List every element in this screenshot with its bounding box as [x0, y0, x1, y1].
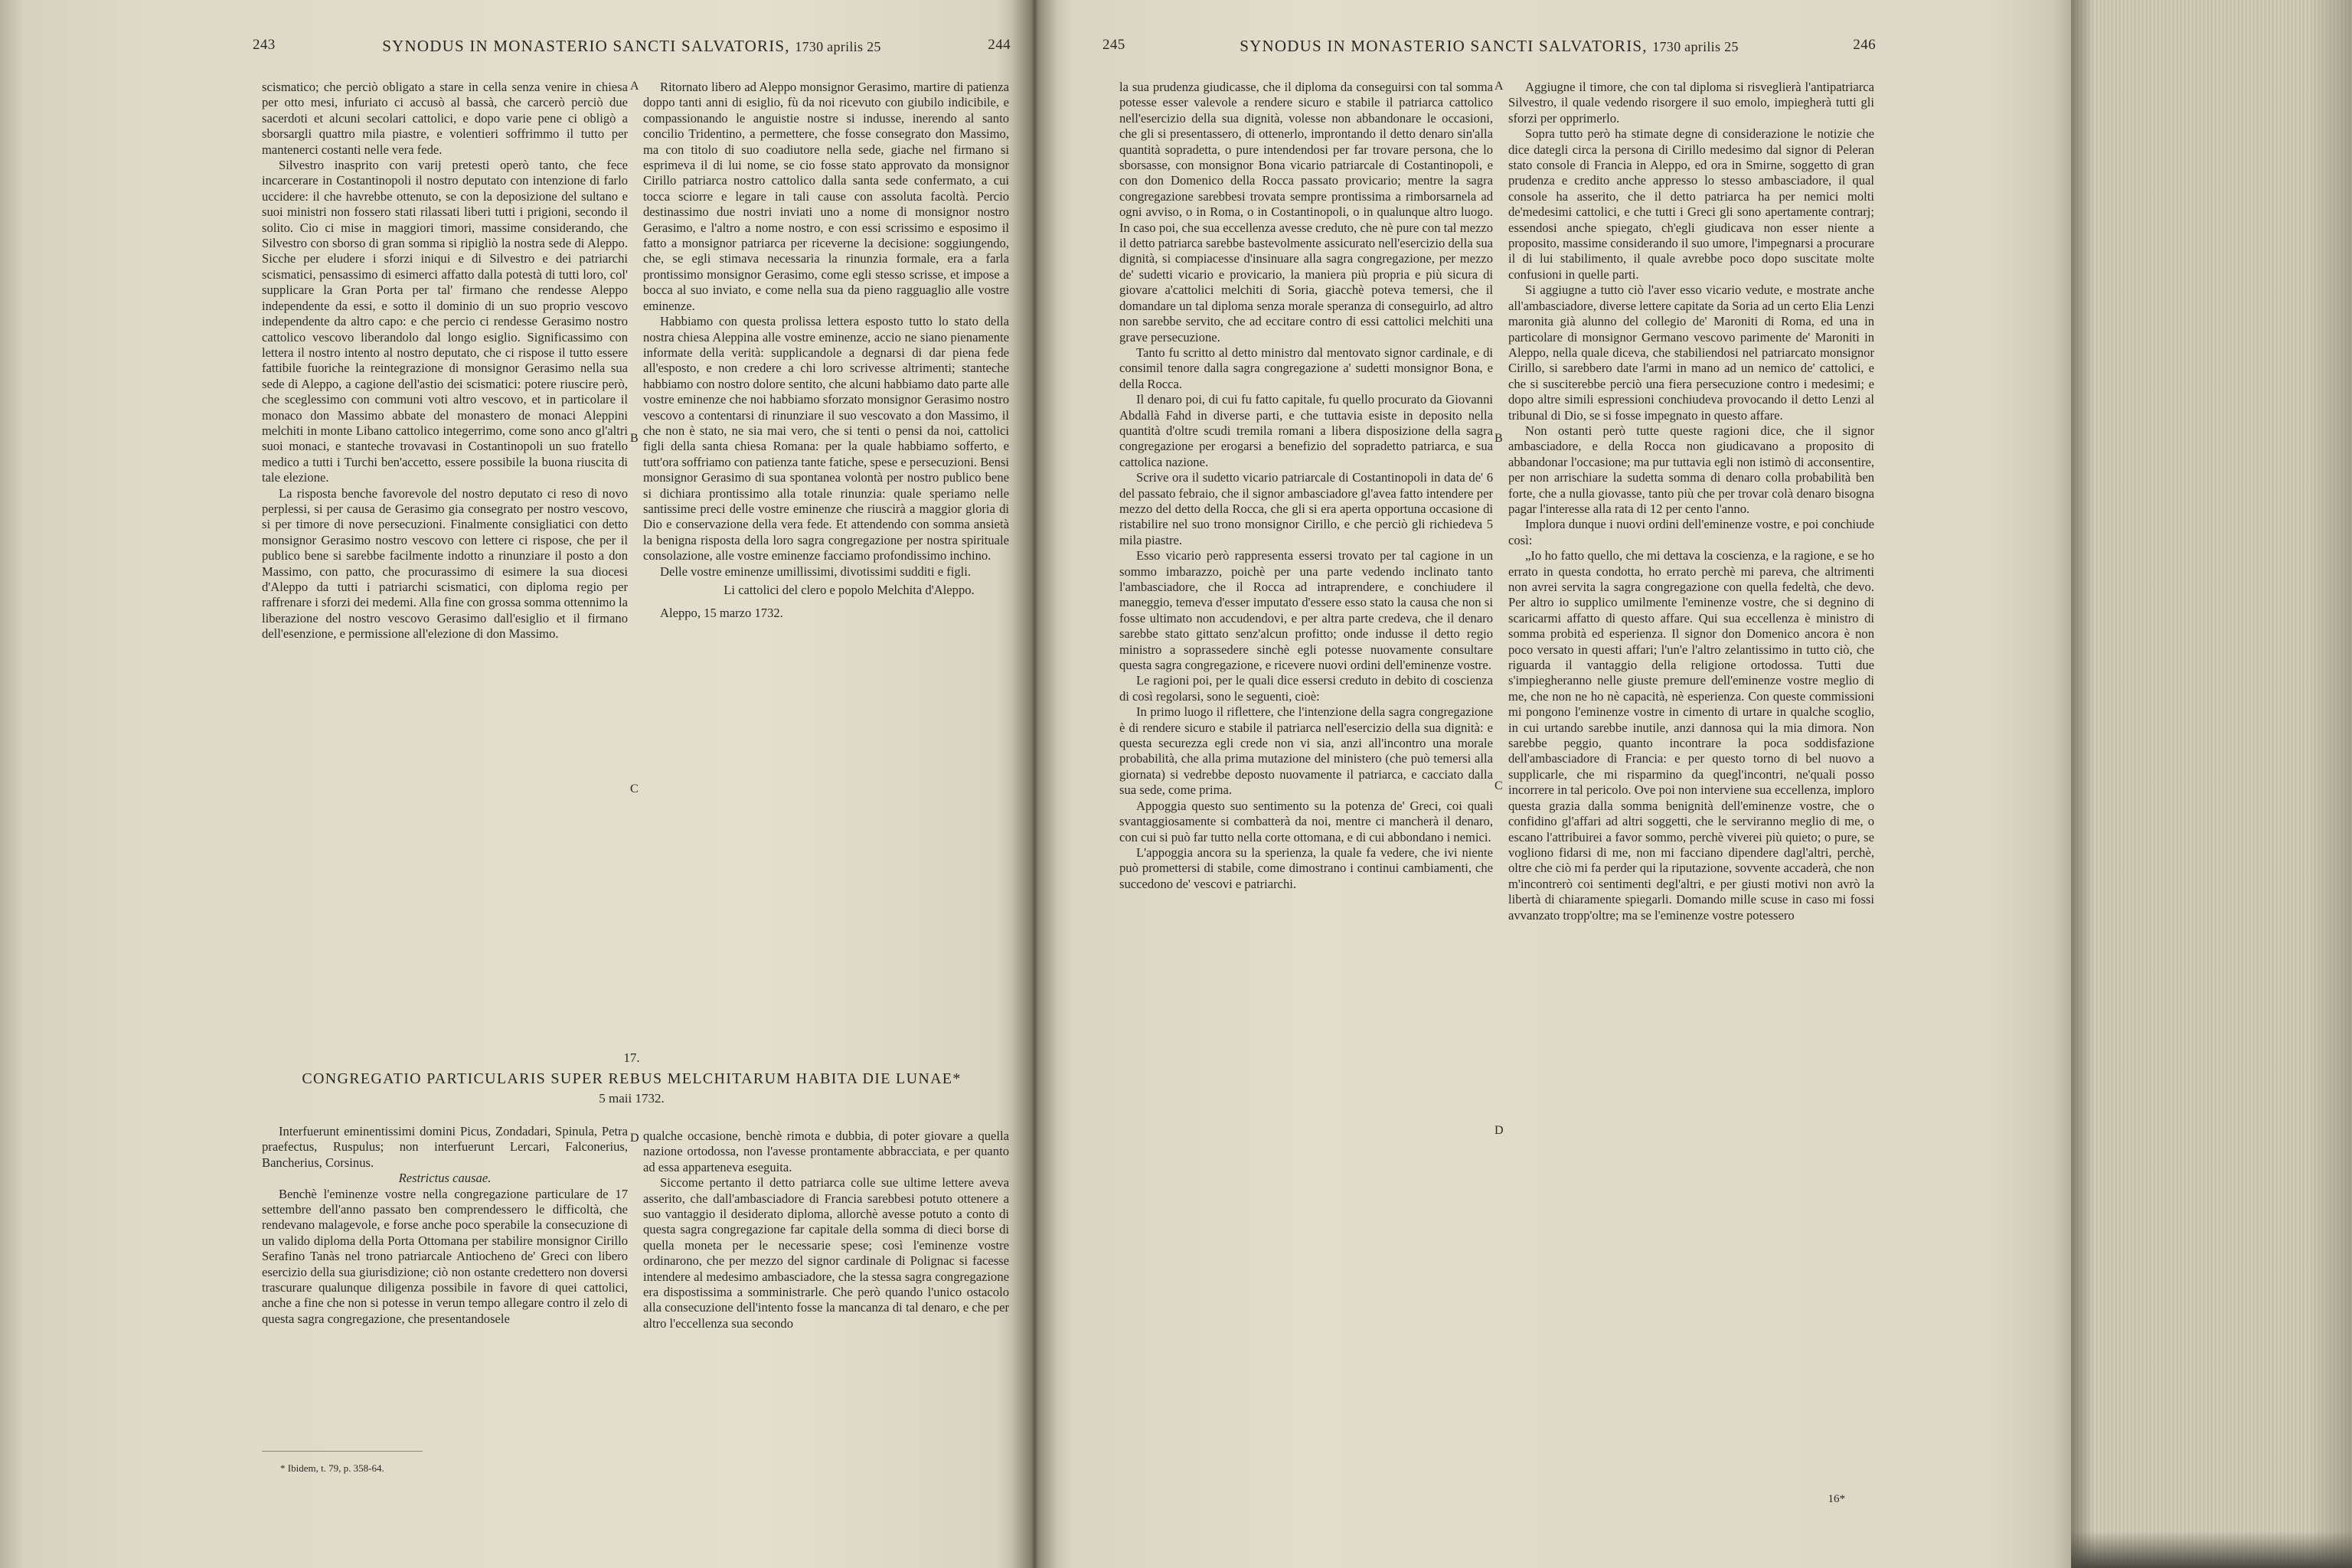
paragraph: Tanto fu scritto al detto ministro dal mentovato signor cardinale, e di consimil tenore dalla sagra congregazione a' sudetti monsignor Bona, e della Rocca.: [1119, 345, 1493, 391]
page-number: 246: [1853, 37, 1876, 53]
paragraph: Ritornato libero ad Aleppo monsignor Gerasimo, martire di patienza doppo tanti anni di esiglio, fù da noi ricevuto con giubilo indicibile, e compassionando le anguistie nostre si indusse, inerendo al santo concilio Tridentino, a permettere, che fosse consegrato don Massimo, ma con titolo di suo coadiutore nella sede, giache nel firmano si esprimeva il di lui nome, se cio fosse stato approvato da monsignor Cirillo patriarca nostro cattolico dalla santa sede confermato, a cui tocca sciorre e legare in tali cause con assoluta facoltà. Percio destinassimo due nostri inviati uno a nome di monsignor nostro Gerasimo, e l'altro a nome nostro, e con essi scrissimo e esposimo il fatto a monsignor patriarca per riceverne la decisione: soggiungendo, che, se egli stimava necessaria la rinunzia formale, era a farla prontissimo monsignor Gerasimo, come egli stesso scrisse, et impose a bocca al suo inviato, e come nella sua da pieno ragguaglio alle vostre eminenze.: [643, 80, 1009, 313]
running-head: [1102, 37, 1876, 60]
margin-letter: D: [630, 1132, 639, 1145]
footnote: * Ibidem, t. 79, p. 358-64.: [280, 1462, 384, 1474]
section-date: 5 maii 1732.: [599, 1091, 665, 1106]
margin-letter: C: [1494, 779, 1503, 792]
paragraph: „Io ho fatto quello, che mi dettava la coscienza, e la ragione, e se ho errato in questa condotta, ho errato perchè mi pareva, che altrimenti non avrei servita la sagra congregazione con quella fedeltà, che devo. Per altro io supplico umilmente l'eminenze vostre, che si degnino di scaricarmi affatto di questo affare. Qui sua eccellenza è ministro di somma probità ed esperienza. Il signor don Domenico ancora è non poco versato in questi affari; l'un'e l'altro zelantissimo in tutto ciò, che riguarda il vantaggio della religione ortodossa. Tutti due s'impiegheranno nelle giuste premure dell'eminenze vostre meglio di me, che non ne ho nè capacità, nè esperienza. Con queste commissioni mi pongono l'eminenze vostre in cimento di urtare in qualche scoglio, in cui urtando sarebbe inutile, anzi dannosa qui la mia dimora. Non sarebbe peggio, quanto incontrare la poca soddisfazione dell'ambasciadore di Francia: e per questo torno di bel nuovo a supplicarle, che mi risparmino da quegl'incontri, ne'quali posso incorrere in tal pericolo. Ove poi non interviene sua eccellenza, imploro questa grazia dalla somma benignità dell'eminenze vostre, che o confidino gl'affari ad altri soggetti, che le serviranno meglio di me, o escano l'attribuirei a favor sommo, perchè viverei più quieto; o pure, se vogliono fidarsi di me, non mi facciano dipendere dagl'altri, perchè, oltre che ciò mi fa perder qui la riputazione, sovvente accaderà, che non m'incontrerò coi sentimenti degl'altri, e per giusti motivi non avrò la libertà di chiaramente spiegarli. Domando mille scuse in caso mi fossi avvanzato tropp'oltre; ma se l'eminenze vostre potessero: [1508, 548, 1874, 923]
paragraph: Silvestro inasprito con varij pretesti operò tanto, che fece incarcerare in Costantinopoli il nostro deputato con intenzione di farlo uccidere: il che havrebbe ottenuto, se con la deposizione del sultano e suoi ministri non fossero stati rilassati liberi tutti i prigioni, secondo il solito. Cio ci mise in maggiori timori, massime considerando, che Silvestro con sborso di gran somma si ripigliò la nostra sede di Aleppo. Sicche per eludere i sforzi iniqui e di Silvestro e dei patriarchi scismatici, pensassimo di esimerci affatto dalla potestà di tutti loro, col' supplicare la Gran Porta per tal' firmano che rendesse Aleppo independente da essi, e sotto il dominio di un suo proprio vescovo independente da altro capo: e che percio ci rendesse Gerasimo nostro cattolico vescovo liberandolo dal longo esiglio. Significassimo con lettera il nostro intento al nostro deputato, che ci rispose il tutto essere fattibile fuoriche la reintegrazione di monsignor Gerasimo nella sua sede di Aleppo, a cagione dell'astio dei scismatici: potere riuscire però, che sceglessimo con communi voti altro vescovo, et in particolare il monaco don Massimo abbate del monastero de monaci Aleppini melchiti in monte Libano cattolico integerrimo, come sono anco gl'altri suoi monaci, e stanteche trovavasi in Costantinopoli un suo fratello medico a tutti i Turchi ben'accetto, essere possibile la buona riuscita di tale elezione.: [262, 158, 628, 485]
paragraph: Delle vostre eminenze umillissimi, divotissimi sudditi e figli.: [660, 564, 972, 579]
text-column-1: [262, 80, 628, 1021]
page-edges: [2071, 0, 2352, 1568]
text-column-1: [1119, 80, 1493, 1488]
footnote-rule: [262, 1451, 423, 1452]
paragraph: Il denaro poi, di cui fu fatto capitale, fu quello procurato da Giovanni Abdallà Fahd in diverse parti, e che tuttavia esiste in deposito nella quantità d'oltre scudi tremila romani a libera disposizione della sagra congregazione per erogarsi a benefizio del sopradetto patriarca, e sua cattolica nazione.: [1119, 392, 1493, 469]
paragraph: Si aggiugne a tutto ciò l'aver esso vicario vedute, e mostrate anche all'ambasciadore, diverse lettere capitate da Soria ad un certo Elia Lenzi maronita già alunno del collegio de' Maroniti di Roma, ed una in particolare di monsignor Germano vescovo parimente de' Maroniti in Aleppo, nella quale diceva, che stabiliendosi nel patriarcato monsignor Cirillo, si sarebbero date l'armi in mano ad un nemico de' cattolici, e che si susciterebbe perciò una fiera persecuzione contro i medesimi; e dopo altre simili espressioni conchiudeva provocando il detto Lenzi al tribunal di Dio, se si fosse impegnato in questo affare.: [1508, 283, 1874, 423]
margin-letter: B: [630, 432, 639, 445]
subheading: Restrictus causae.: [398, 1171, 492, 1186]
margin-letter: A: [630, 80, 639, 93]
running-head: [253, 37, 1011, 60]
page-number: 244: [988, 37, 1011, 53]
paragraph: scismatico; che perciò obligato a stare in cella senza venire in chiesa per otto mesi, infuriato ci accusò al bassà, che carcerò perciò due sacerdoti et alcuni secolari cattolici, e dopo varie pene ci obligò a sborsargli quattro mila piastre, e volentieri soffrimmo il tutto per mantenerci costanti nelle vera fede.: [262, 80, 628, 157]
margin-letter: B: [1494, 432, 1503, 445]
place-date: Aleppo, 15 marzo 1732.: [660, 606, 783, 621]
margin-letter: A: [1494, 80, 1504, 93]
paragraph: Aggiugne il timore, che con tal diploma si risveglierà l'antipatriarca Silvestro, il quale vedendo risorgere il suo emolo, impiegherà tutti gli sforzi per opprimerlo.: [1508, 80, 1874, 126]
running-title: SYNODUS IN MONASTERIO SANCTI SALVATORIS, 1730 aprilis 25: [1240, 37, 1739, 55]
paragraph: Scrive ora il sudetto vicario patriarcale di Costantinopoli in data de' 6 del passato febraio, che il signor ambasciadore gl'avea fatto intendere per mezzo del detto della Rocca, che gli si era aperta opportuna occasione di ristabilire nel suo trono monsignor Cirillo, e che perciò gli richiedeva 5 mila piastre.: [1119, 470, 1493, 547]
signature: Li cattolici del clero e popolo Melchita d'Aleppo.: [724, 583, 975, 597]
paragraph: Implora dunque i nuovi ordini dell'eminenze vostre, e poi conchiude così:: [1508, 517, 1874, 547]
paragraph: Esso vicario però rappresenta essersi trovato per tal cagione in un sommo imbarazzo, poichè per una parte vedendo inclinato tanto l'ambasciadore, che il Rocca ad intraprendere, e conchiudere il maneggio, temeva d'esser imputato d'essere esso stato la causa che non si fosse ultimato non accudendovi, e per altra parte credeva, che il denaro sarebbe stato gittato senz'alcun profitto; onde indusse il detto regio ministro a soprassedere sinchè egli potesse nuovamente consultare questa sagra congregazione, e ricevere nuovi ordini dell'eminenze vostre.: [1119, 548, 1493, 673]
margin-letter: D: [1494, 1124, 1504, 1137]
paragraph: Benchè l'eminenze vostre nella congregazione particulare de 17 settembre dell'anno passato ben comprendessero le difficoltà, che rendevano malagevole, e forse anche poco sperabile la consecuzione di un valido diploma della Porta Ottomana per stabilire monsignor Cirillo Serafino Tanàs nel trono patriarcale Antiocheno de' Greci con libero esercizio della sua giurisdizione; ciò non ostante credettero non doversi trascurare qualunque diligenza possibile in favore di quei cattolici, anche a fine che non si potesse in verun tempo allegare contro il zelo di questa sagra congregazione, che presentandosele: [262, 1186, 628, 1326]
paragraph: Habbiamo con questa prolissa lettera esposto tutto lo stato della nostra chiesa Aleppina alle vostre eminenze, accio ne siano pienamente informate della verità: supplicandole a degnarsi di dar piena fede all'esposto, e non credere a chi loro scrivesse altrimenti; stanteche habbiamo con nostro dolore sentito, che alcuni habbiamo dato parte alle vostre eminenze che noi habbiamo sforzato monsignor Gerasimo nostro vescovo a contentarsi di rinunziare il suo vescovato a don Massimo, il che non è stato, ne sia mai vero, che si tenti o pensi da noi, cattolici figli della santa chiesa Romana: per la quale habbiamo sofferto, e tutt'ora soffriamo con patienza tante fatiche, spese e persecuzioni. Bensi monsignor Gerasimo di sua spontanea volontà per nostro publico bene si dichiara prontissimo alla totale rinunzia: quale speriamo nelle santissime preci delle vostre eminenze che riuscirà a maggior gloria di Dio e conservazione della vera fede. Et attendendo con somma ansietà la benigna risposta della loro sagra congregazione per nostra spirituale consolazione, alle vostre eminenze facciamo profondissimo inchino.: [643, 314, 1009, 564]
paragraph: Non ostanti però tutte queste ragioni dice, che il signor ambasciadore, e della Rocca non giudicavano a proposito di abbandonar l'occasione; ma pur tuttavia egli non istimò di acconsentire, per non arrischiare la sudetta somma di denaro colla probabilità ben forte, che a nulla giovasse, tanto più che per trovar colà denaro bisogna pagar l'interesse alla rata di 12 per cento l'anno.: [1508, 423, 1874, 516]
running-title: SYNODUS IN MONASTERIO SANCTI SALVATORIS, 1730 aprilis 25: [382, 37, 881, 55]
paragraph: L'appoggia ancora su la sperienza, la quale fa vedere, che ivi niente può promettersi di stabile, come dimostrano i continui cambiamenti, che succedono de' vescovi e patriarchi.: [1119, 844, 1493, 891]
paragraph: In primo luogo il riflettere, che l'intenzione della sagra congregazione è di rendere sicuro e stabile il patriarca nell'esercizio della sua dignità: e questa securezza egli crede non vi sia, anzi all'incontro una morale probabilità, che alla prima mutazione del ministero (che può temersi alla giornata) si vedrebbe deposto nuovamente il patriarca, e cacciato dalla sua sede, come prima.: [1119, 704, 1493, 798]
text-column-2: [1508, 80, 1874, 1488]
paragraph: qualche occasione, benchè rimota e dubbia, di poter giovare a quella nazione ortodossa, non l'avesse prontamente abbracciata, e per quanto ad essa apparteneva eseguita.: [643, 1129, 1009, 1174]
section-heading: CONGREGATIO PARTICULARIS SUPER REBUS MELCHITARUM HABITA DIE LUNAE*: [302, 1070, 962, 1087]
paragraph: Siccome pertanto il detto patriarca colle sue ultime lettere aveva asserito, che dall'ambasciadore di Francia sarebbesi potuto ottenere a suo vantaggio il desiderato diploma, allorchè avesse potuto a conto di questa sagra congregazione far capitale della somma di dieci borse di quella moneta per le necessarie spese; così l'eminenze vostre ordinarono, che per mezzo del signor cardinale di Polignac si facesse intendere al medesimo ambasciadore, che la stessa sagra congregazione era dispostissima a somministrarle. Che però quando l'unico ostacolo alla consecuzione dell'intento fosse la mancanza di tal denaro, e che per altro l'eccellenza sua secondo: [643, 1175, 1009, 1331]
page-number: 243: [253, 37, 276, 53]
signature-mark: 16*: [1828, 1493, 1845, 1505]
text-column-2: [643, 80, 1009, 1029]
paragraph: Interfuerunt eminentissimi domini Picus, Zondadari, Spinula, Petra praefectus, Ruspulus; non interfuerunt Lercari, Falconerius, Bancherius, Corsinus.: [262, 1124, 628, 1170]
section-heading-block: [253, 1050, 1011, 1106]
right-page: [1102, 0, 1876, 1568]
paragraph: Sopra tutto però ha stimate degne di considerazione le notizie che dice dategli circa la persona di Cirillo medesimo dal signor di Peleran stato console di Francia in Aleppo, ed ora in Smirne, soggetto di gran prudenza e credito anche appresso lo stesso ambasciadore, il qual console ha asserito, che il detto patriarca ha per nemici molti de'medesimi cattolici, e che tutti i Greci gli sono apertamente contrarj; essendosi anche spiegato, ch'egli giudicava non esser niente a proposito, massime considerando il suo umore, l'impegnarsi a procurare il di lui stabilimento, il quale avrebbe poco dopo suscitate molte confusioni in quelle parti.: [1508, 126, 1874, 282]
text-column-1-lower: [262, 1124, 628, 1446]
paragraph: Appoggia questo suo sentimento su la potenza de' Greci, coi quali svantaggiosamente si combatterà da noi, mentre ci mancherà il denaro, con cui si può far tutto nella corte ottomana, e di cui abbondano i nemici.: [1119, 798, 1493, 844]
left-page: [253, 0, 1011, 1568]
text-column-2-lower: [643, 1129, 1009, 1450]
page-number: 245: [1102, 37, 1125, 53]
book-gutter: [1011, 0, 1057, 1568]
section-number: 17.: [623, 1050, 640, 1065]
paragraph: La risposta benche favorevole del nostro deputato ci reso di novo perplessi, si per causa de Gerasimo gia consegrato per nostro vescovo, si per timore di nove persecuzioni. Finalmente consigliatici con detto monsignor Gerasimo nostro vescovo con lettere ci rispose, che per il publico bene si sarebbe facilmente indotto a rinunziare il posto a don Massimo, con patto, che procurassimo di esimere la sua diocesi d'Aleppo da tutti i patriarchi scismatici, con diploma regio per raffrenare i sforzi dei medemi. Alla fine con grossa somma ottennimo la liberazione del nostro vescovo Gerasimo dall'esiglio et il firmano dell'esenzione, e permissione all'elezione di don Massimo.: [262, 485, 628, 642]
paragraph: Le ragioni poi, per le quali dice essersi creduto in debito di coscienza di così regolarsi, sono le seguenti, cioè:: [1119, 673, 1493, 704]
margin-letter: C: [630, 782, 639, 795]
paragraph: la sua prudenza giudicasse, che il diploma da conseguirsi con tal somma potesse esser valevole a rendere sicuro e stabile il patriarca cattolico nell'esercizio della sua dignità, volesse non abbandonare le occasioni, che gli si presentassero, di ottenerlo, improntando il detto denaro sin'alla quantità sopradetta, o pure intendendosi per far trovare persona, che lo sborsasse, con monsignor Bona vicario patriarcale di Costantinopoli, e con don Domenico della Rocca passato provicario; mentre la sagra congregazione sarebbesi trovata sempre prontissima a rimborsarnela ad ogni avviso, o in Roma, o in Costantinopoli, o in qualunque altro luogo. In caso poi, che sua eccellenza avesse creduto, che nè pure con tal mezzo il detto patriarca sarebbe bastevolmente assicurato nell'esercizio della sua dignità, si compiacesse d'insinuare alla sagra congregazione, per mezzo de' sudetti vicario e provicario, la maniera più propria e più sicura di giovare a'cattolici melchiti di Soria, giacchè poteva temersi, che il domandare un tal diploma senza morale speranza di conseguirlo, ad altro non sarebbe servito, che ad eccitare contro di essi cattolici melchiti una grave persecuzione.: [1119, 80, 1493, 345]
